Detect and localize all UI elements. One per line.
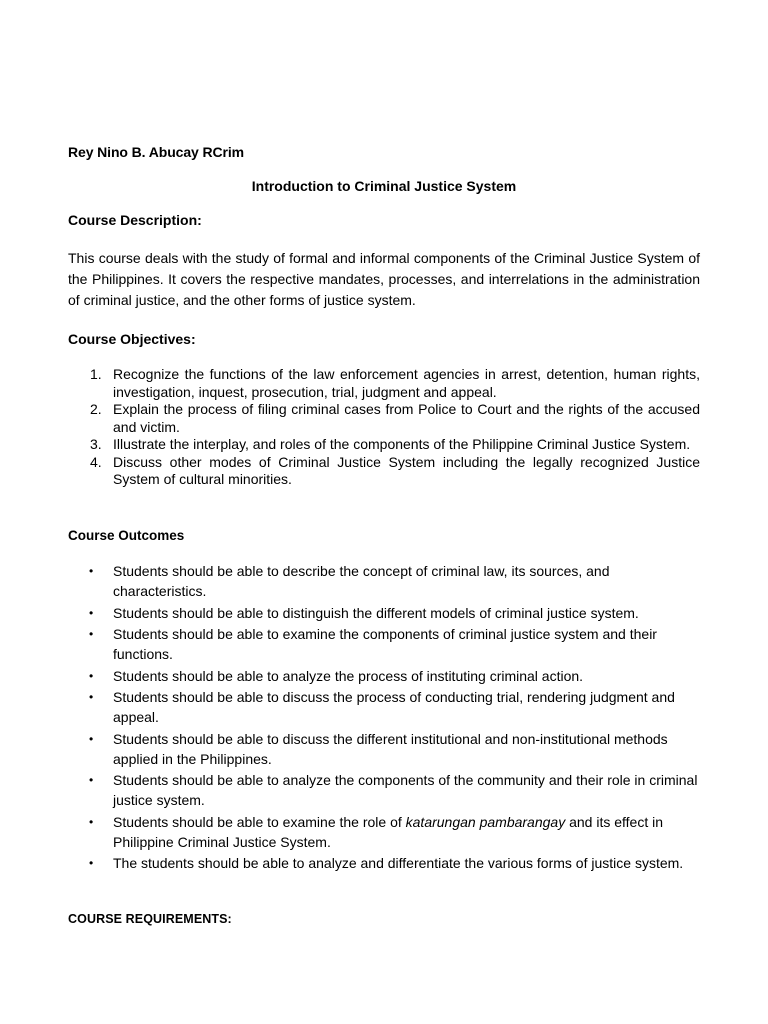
bullet-icon: •: [89, 605, 94, 620]
objective-number: 4.: [90, 453, 102, 470]
author-name: Rey Nino B. Abucay RCrim: [68, 144, 245, 160]
outcome-item: [68, 770, 700, 810]
objective-number: 3.: [90, 436, 102, 452]
outcome-text: Students should be able to describe the concept of criminal law, its sources, and characteristics.: [113, 563, 610, 599]
outcome-text-pre: Students should be able to examine the role of: [113, 813, 406, 830]
outcome-item: [68, 853, 700, 873]
objectives-list: [68, 366, 700, 489]
bullet-icon: •: [89, 773, 94, 787]
objective-text: Recognize the functions of the law enforcement agencies in arrest, detention, human rights, investigation, inquest, prosecution, trial, judgment and appeal.: [113, 366, 700, 400]
outcome-text: Students should be able to discuss the different institutional and non-institutional methods applied in the Philippines.: [113, 730, 668, 767]
outcome-text: Students should be able to analyze the process of instituting criminal action.: [113, 667, 584, 684]
outcome-item: [68, 603, 700, 623]
objective-item: [68, 436, 700, 454]
objective-item: [68, 366, 700, 401]
course-requirements-heading: COURSE REQUIREMENTS:: [68, 912, 232, 926]
outcome-text: Students should be able to analyze the components of the community and their role in criminal justice system.: [113, 772, 698, 808]
bullet-icon: •: [89, 627, 94, 641]
outcome-text-post: and its effect in Philippine Criminal Justice System.: [113, 813, 664, 850]
bullet-icon: •: [89, 668, 94, 683]
objective-text: Explain the process of filing criminal cases from Police to Court and the rights of the accused and victim.: [113, 401, 700, 435]
document-page: [68, 0, 700, 1024]
bullet-icon: •: [89, 814, 94, 829]
outcome-item: [68, 561, 700, 601]
outcome-text-italic: katarungan pambarangay: [405, 813, 566, 830]
objective-text: Discuss other modes of Criminal Justice System including the legally recognized Justice System of cultural minorities.: [113, 453, 700, 487]
course-description-heading: Course Description:: [68, 212, 202, 228]
outcome-item: [68, 729, 700, 769]
outcome-text: Students should be able to discuss the process of conducting trial, rendering judgment and appeal.: [113, 689, 675, 725]
bullet-icon: •: [89, 564, 94, 578]
course-description-text: This course deals with the study of formal and informal components of the Criminal Justice System of the Philippines. It covers the respective mandates, processes, and interrelations in the administration of criminal justice, and the other forms of justice system.: [68, 250, 700, 308]
objective-text: Illustrate the interplay, and roles of the components of the Philippine Criminal Justice System.: [113, 436, 691, 452]
bullet-icon: •: [89, 731, 94, 746]
outcome-text: The students should be able to analyze and differentiate the various forms of justice system.: [113, 855, 684, 871]
bullet-icon: •: [89, 690, 94, 704]
outcome-item: [68, 666, 700, 686]
objective-number: 2.: [90, 401, 102, 417]
bullet-icon: •: [89, 856, 94, 870]
objective-item: [68, 454, 700, 489]
outcome-item: [68, 687, 700, 727]
objective-number: 1.: [90, 366, 102, 382]
course-title: Introduction to Criminal Justice System: [251, 178, 517, 194]
outcome-item: [68, 812, 700, 852]
outcome-text: Students should be able to distinguish the different models of criminal justice system.: [113, 604, 639, 621]
objective-item: [68, 401, 700, 436]
outcomes-list: [68, 561, 700, 875]
course-objectives-heading: Course Objectives:: [68, 331, 196, 347]
outcome-text: Students should be able to examine the components of criminal justice system and their functions.: [113, 626, 657, 662]
course-outcomes-heading: Course Outcomes: [68, 528, 185, 543]
outcome-item: [68, 624, 700, 664]
